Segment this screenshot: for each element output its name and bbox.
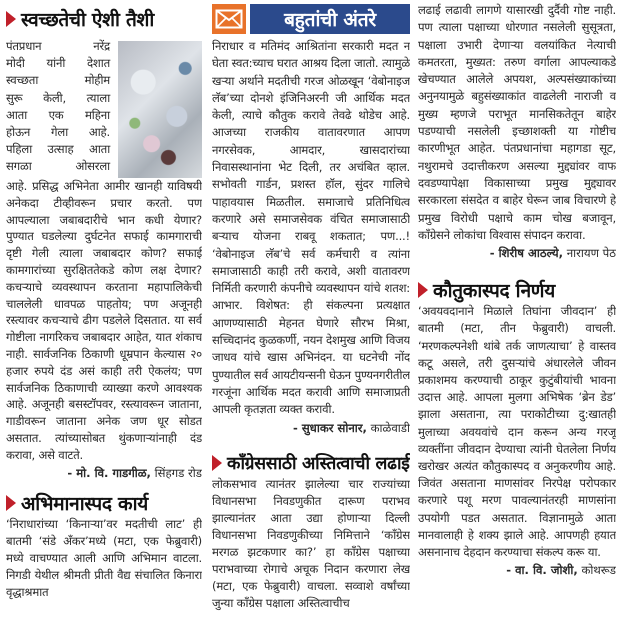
letter-signature [6,464,202,482]
author-place: नारायण पेठ [566,246,616,261]
text-line: होऊन गेला आहे. [6,125,110,140]
section-banner [212,4,410,34]
letters-column-3 [418,0,616,580]
letter-text: ‘अवयवदानाने मिळाले तिघांना जीवदान’ ही बातमी (मटा, तीन फेब्रुवारी) वाचली. ‘मरणकल्पनेशी थांबे तर्क जाणत्याचा’ हे वास्तव कटू असले, तरी दुसऱ्यांचे अंधारलेले जीवन प्रकाशमय करण्याची ठाकूर कुटुंबीयांची भावना उदात्त आहे. आपला मुलगा अभिषेक ‘ब्रेन डेड’ झाला असताना, त्या पराकोटीच्या दु:खातही मुलाच्या अवयवांचे दान करून अन्य गरजू व्यक्तींना जीवदान देण्याचा त्यांनी घेतलेला निर्णय खरोखर अत्यंत कौतुकास्पद व अनुकरणीय आहे. जिवंत असताना माणसांवर निरपेक्ष परोपकार करणारे पशू मरण पावल्यानंतरही माणसांना उपयोगी पडत असतात. विज्ञानामुळे आता मानवालाही हे शक्य झाले आहे. आपणही हयात असनानाच देहदान करण्याचा संकल्प करू या. [418,304,616,559]
letter-heading-abhimanaspad [6,490,202,516]
letter-signature [418,561,616,580]
letter-body-swachhata [6,38,202,464]
letter-heading-kautukaspad [418,277,616,303]
letter-text: निराधार व मतिमंद आश्रितांना सरकारी मदत न घेता स्वत:च्याच घरात आश्रय दिला जातो. त्यामुळे खऱ्या अर्थाने मदतीची गरज ओळखून ‘वेबोनाइज लॅब’च्या दोनशे इंजिनिअरनी जी आर्थिक मदत केली, त्याचे कौतुक करावे तेवढे थोडेच आहे. आजच्या राजकीय वातावरणात आपण नगरसेवक, आमदार, खासदारांच्या निवासस्थानांना भेट दिली, तर अचंबित व्हाल. सभोवती गार्डन, प्रशस्त हॉल, सुंदर गालिचे पाहावयास मिळतील. समाजाचे प्रतिनिधित्व करणारे असे समाजसेवक वंचित समाजासाठी बऱ्याच योजना राबवू शकतात; पण...! ‘वेबोनाइज लॅब’चे सर्व कर्मचारी व त्यांना समाजासाठी काही तरी करावे, अशी वातावरण निर्मिती करणारी कंपनीचे व्यवस्थापन यांचे शतश: आभार. विशेषत: ही संकल्पना प्रत्यक्षात आणण्यासाठी मेहनत घेणारे सौरभ मिश्रा, सच्चिदानंद कुळकर्णी, नयन देशमुख आणि विजय जाधव यांचे खास अभिनंदन. या घटनेची नोंद पुण्यातील सर्व आयटीयन्सनी घेऊन पुण्यनगरीतील गरजूंना आर्थिक मदत करावी आणि समाजाप्रती आपली कृतज्ञता व्यक्त करावी. [212,39,410,417]
text-line: आता एक महिना [6,107,110,122]
letter-text: लोकसभाव त्यानंतर झालेल्या चार राज्यांच्या विधानसभा निवडणुकीत दारूण पराभव झाल्यानंतर आता उद्या होणाऱ्या दिल्ली विधानसभा निवडणुकीच्या निमित्ताने ‘काँग्रेस मरगळ झटकणार का?’ हा काँग्रेस पक्षाच्या पराभवाच्या रोगाचे अचूक निदान करणारा लेख (मटा, एक फेब्रुवारी) वाचला. सव्वाशे वर्षांच्या जुन्या काँग्रेस पक्षाला अस्तित्वाचीच [212,476,410,610]
author-name: - सुधाकर सोनार, [293,420,367,435]
letters-column-2 [212,0,410,612]
text-line: स्वच्छता मोहीम [6,73,110,88]
section-title: बहुतांची अंतरे [250,4,410,34]
text-line: पहिला उत्साह आता [6,142,110,157]
heading-text: कौतुकास्पद निर्णय [433,280,555,303]
text-line: पंतप्रधान नरेंद्र [6,39,110,53]
envelope-icon [212,4,246,34]
author-place: कोथरूड [581,563,616,578]
bullet-triangle-icon [418,282,428,298]
author-place: काळेवाडी [370,420,410,435]
text-line: मोदी यांनी देशात [6,56,110,71]
author-name: - वा. वि. जोशी, [506,563,578,578]
heading-text: काँग्रेससाठी अस्तित्वाची लढाई [227,453,410,474]
letter-text: आहे. प्रसिद्ध अभिनेता आमीर खानही याविषयी अनेकदा टीव्हीवरून प्रचार करतो. पण आपल्याला जबाबदारीचे भान कधी येणार? पुण्यात घडलेल्या दुर्घटनेत सफाई कामगाराची दृष्टी गेली त्याला जबाबदार कोण? सफाई कामगारांच्या सुरक्षिततेकडे कोण लक्ष देणार? कचऱ्याचे व्यवस्थापन करताना महापालिकेची चाललेली धावपळ पाहतोय; पण अजूनही रस्त्यावर कचऱ्याचे ढीग पडलेले दिसतात. या सर्व गोष्टीला नागरिकच जबाबदार आहेत, यात शंकाच नाही. सार्वजनिक ठिकाणी धूम्रपान केल्यास २० हजार रुपये दंड असं काही तरी ऐकलंय; पण सार्वजनिक ठिकाणाची व्याख्या करणे आवश्यक आहे. अजूनही बसस्टॉपवर, रस्त्यावरून जाताना, गाडीवरून जाताना अनेक जण धूर सोडत असतात. त्यांच्यासोबत थुंकणाऱ्यांनाही दंड करावा, असे वाटते. [6,179,202,462]
text-line: सुरू केली, त्याला [6,90,110,105]
heading-text: स्वच्छतेची ऐशी तैशी [21,9,155,31]
garbage-photo [118,41,202,178]
heading-text: अभिमानास्पद कार्य [21,492,148,515]
letter-signature [418,244,616,263]
letter-text: लढाई लढावी लागणे यासारखी दुर्दैवी गोष्ट नाही. पण त्याला पक्षाच्या धोरणात नसलेली सुसूत्रता, पक्षाला उभारी देणाऱ्या वलयांकित नेत्याची कमतरता, मुख्यत: तरुण वर्गाला आपल्याकडे खेचण्यात आलेले अपयश, अल्पसंख्याकांच्या अनुनयामुळे बहुसंख्याकांत वाढलेली नाराजी व मुख्य म्हणजे पराभूत मानसिकतेतून बाहेर पडण्याची नसलेली इच्छाशक्ती या गोष्टीच कारणीभूत आहेत. पंतप्रधानांचा महागडा सूट, नथुरामचे उदात्तीकरण असल्या मुद्द्यांवर वाफ दवडण्यापेक्षा विकासाच्या प्रमुख मुद्द्यावर सरकारला संसदेत व बाहेर घेरून जाब विचारणे हे प्रमुख विरोधी पक्षाचे काम चोख बजावून, काँग्रेसने लोकांचा विश्वास संपादन करावा. [418,3,616,242]
letter-text: ‘निराधारांच्या ‘किनाऱ्या’वर मदतीची लाट’ ही बातमी ‘संडे अँकर’मध्ये (मटा, एक फेब्रुवारी) मध्ये वाचण्यात आली आणि अभिमान वाटला. निगडी येथील श्रीमती प्रीती वैद्य संचालित किनारा वृद्धाश्रमात [6,516,202,599]
bullet-triangle-icon [212,455,222,471]
bullet-triangle-icon [6,11,16,27]
letter-heading-swachhata [6,6,202,32]
text-line: सगळा ओसरला [6,159,110,174]
author-name: - शिरीष आठल्ये, [489,246,564,261]
author-place: सिंहगड रोड [154,465,202,480]
letter-heading-congress [212,450,410,476]
author-name: - मो. वि. गाडगीळ, [67,465,151,480]
letter-signature [212,419,410,438]
letters-column-1 [6,0,202,601]
bullet-triangle-icon [6,495,16,511]
